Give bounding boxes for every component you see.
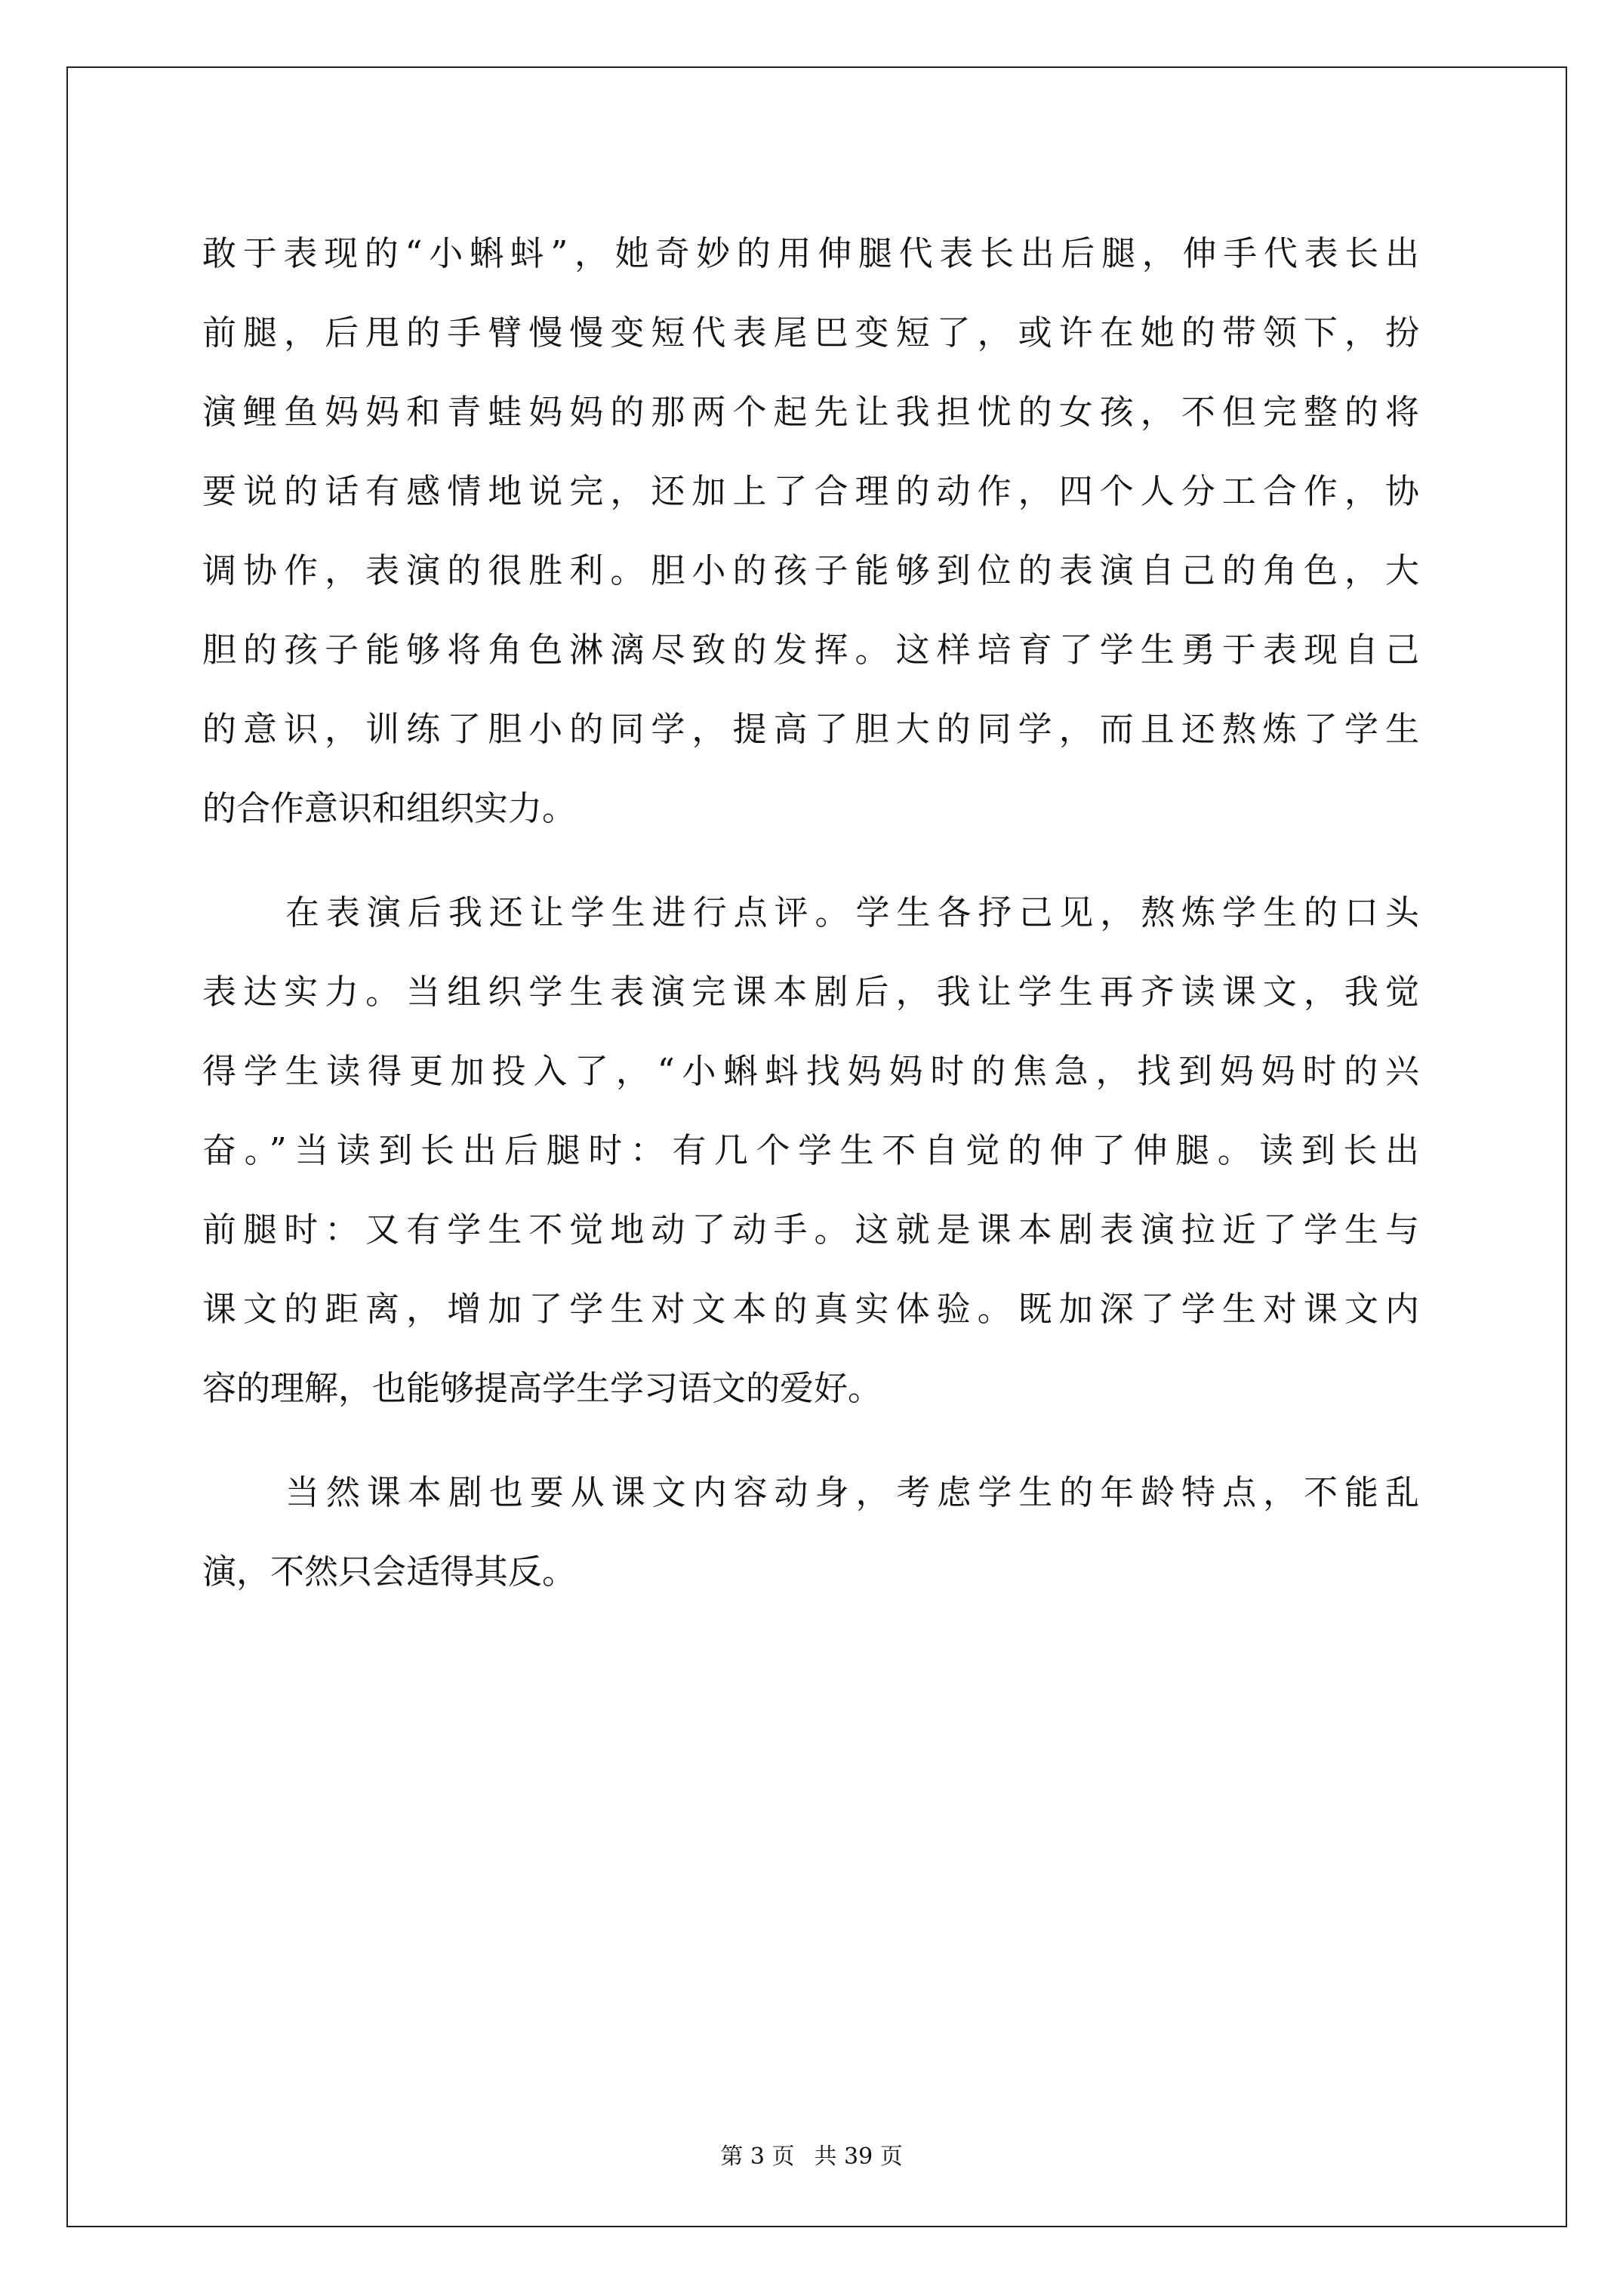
text-line: 表达实力。当组织学生表演完课本剧后，我让学生再齐读课文，我觉 xyxy=(202,972,1419,1012)
text-line: 得学生读得更加投入了，“小蝌蚪找妈妈时的焦急，找到妈妈时的兴 xyxy=(202,1051,1419,1091)
text-line: 演，不然只会适得其反。 xyxy=(202,1552,577,1592)
paragraph-1 xyxy=(202,214,1419,848)
text-line: 要说的话有感情地说完，还加上了合理的动作，四个人分工合作，协 xyxy=(202,471,1419,511)
text-line: 容的理解，也能够提高学生学习语文的爱好。 xyxy=(202,1368,882,1408)
text-line: 演鲤鱼妈妈和青蛙妈妈的那两个起先让我担忧的女孩，不但完整的将 xyxy=(202,392,1419,432)
text-line: 胆的孩子能够将角色淋漓尽致的发挥。这样培育了学生勇于表现自己 xyxy=(202,630,1419,670)
paragraph-2 xyxy=(202,873,1419,1428)
text-line: 当然课本剧也要从课文内容动身，考虑学生的年龄特点，不能乱 xyxy=(285,1472,1419,1512)
text-line: 敢于表现的“小蝌蚪”，她奇妙的用伸腿代表长出后腿，伸手代表长出 xyxy=(202,233,1419,273)
document-body xyxy=(202,214,1419,1611)
text-line: 前腿，后甩的手臂慢慢变短代表尾巴变短了，或许在她的带领下，扮 xyxy=(202,313,1419,353)
text-line: 的意识，训练了胆小的同学，提高了胆大的同学，而且还熬炼了学生 xyxy=(202,709,1419,749)
page-footer xyxy=(0,2142,1623,2172)
text-line: 的合作意识和组织实力。 xyxy=(202,788,577,828)
text-line: 课文的距离，增加了学生对文本的真实体验。既加深了学生对课文内 xyxy=(202,1289,1419,1329)
text-line: 调协作，表演的很胜利。胆小的孩子能够到位的表演自己的角色，大 xyxy=(202,550,1419,590)
page-total: 共 39 页 xyxy=(814,2143,903,2170)
paragraph-3 xyxy=(202,1453,1419,1611)
text-line: 奋。”当读到长出后腿时：有几个学生不自觉的伸了伸腿。读到长出 xyxy=(202,1130,1419,1170)
page-number: 第 3 页 xyxy=(720,2143,795,2170)
text-line: 前腿时：又有学生不觉地动了动手。这就是课本剧表演拉近了学生与 xyxy=(202,1210,1419,1250)
text-line: 在表演后我还让学生进行点评。学生各抒己见，熬炼学生的口头 xyxy=(285,892,1419,932)
